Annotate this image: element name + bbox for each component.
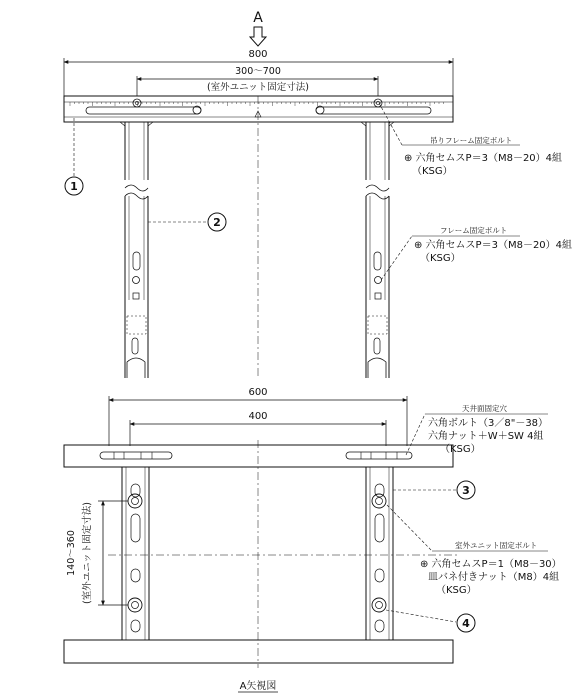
dimension-300-700-label: 300〜700 <box>235 66 281 77</box>
callout-2-line2: （KSG） <box>420 253 461 264</box>
left-hanger-frame <box>120 122 153 378</box>
top-frame-bar <box>64 96 453 122</box>
caption-a-view: A矢視図 <box>239 681 277 692</box>
part-balloon-3 <box>393 481 475 499</box>
callout-ceiling-holes <box>406 403 548 455</box>
top-ceiling-plate <box>64 445 453 467</box>
part-balloon-2 <box>148 213 226 231</box>
callout-1-line2: （KSG） <box>412 166 453 177</box>
callout-1-title: 吊りフレーム固定ボルト <box>430 136 513 145</box>
left-rail <box>122 467 149 640</box>
part-balloon-4 <box>386 610 475 632</box>
callout-frame-bolt <box>381 225 572 280</box>
view-arrow-label: A <box>253 10 263 26</box>
dimension-140-360 <box>66 501 128 605</box>
dimension-140-360-note: (室外ユニット固定寸法) <box>82 501 93 605</box>
callout-unit-title: 室外ユニット固定ボルト <box>455 541 538 550</box>
part-4-number: 4 <box>462 617 470 630</box>
part-1-number: 1 <box>70 180 78 193</box>
dimension-600-label: 600 <box>248 387 268 398</box>
bottom-plate <box>64 640 453 663</box>
callout-2-title: フレーム固定ボルト <box>440 226 508 235</box>
callout-ceiling-title: 天井面固定穴 <box>462 404 507 413</box>
dimension-300-700-note: (室外ユニット固定寸法) <box>206 82 310 93</box>
callout-unit-line3: （KSG） <box>436 585 477 596</box>
callout-ceiling-line1: 六角ボルト（3／8"－38） <box>428 418 549 429</box>
dimension-140-360-label: 140〜360 <box>66 530 77 576</box>
part-3-number: 3 <box>462 484 470 497</box>
dimension-300-700 <box>137 66 378 96</box>
right-rail <box>366 467 393 640</box>
callout-unit-line1: ⊕ 六角セムスP＝1（M8－30） <box>420 559 562 570</box>
right-hanger-frame <box>361 122 394 378</box>
part-2-number: 2 <box>213 216 221 229</box>
callout-2-line1: ⊕ 六角セムスP＝3（M8－20）4組 <box>414 240 573 251</box>
view-arrow-a <box>250 10 266 46</box>
callout-ceiling-line2: 六角ナット＋W＋SW 4組 <box>428 431 544 442</box>
callout-unit-line2: 皿バネ付きナット（M8）4組 <box>428 572 560 583</box>
callout-ceiling-line3: （KSG） <box>440 444 481 455</box>
callout-1-line1: ⊕ 六角セムスP＝3（M8－20）4組 <box>404 153 563 164</box>
part-balloon-1 <box>65 118 83 195</box>
dimension-800-label: 800 <box>248 49 268 60</box>
callout-unit-fix-bolt <box>387 505 562 596</box>
view-caption <box>238 679 278 692</box>
dimension-400-label: 400 <box>248 411 268 422</box>
